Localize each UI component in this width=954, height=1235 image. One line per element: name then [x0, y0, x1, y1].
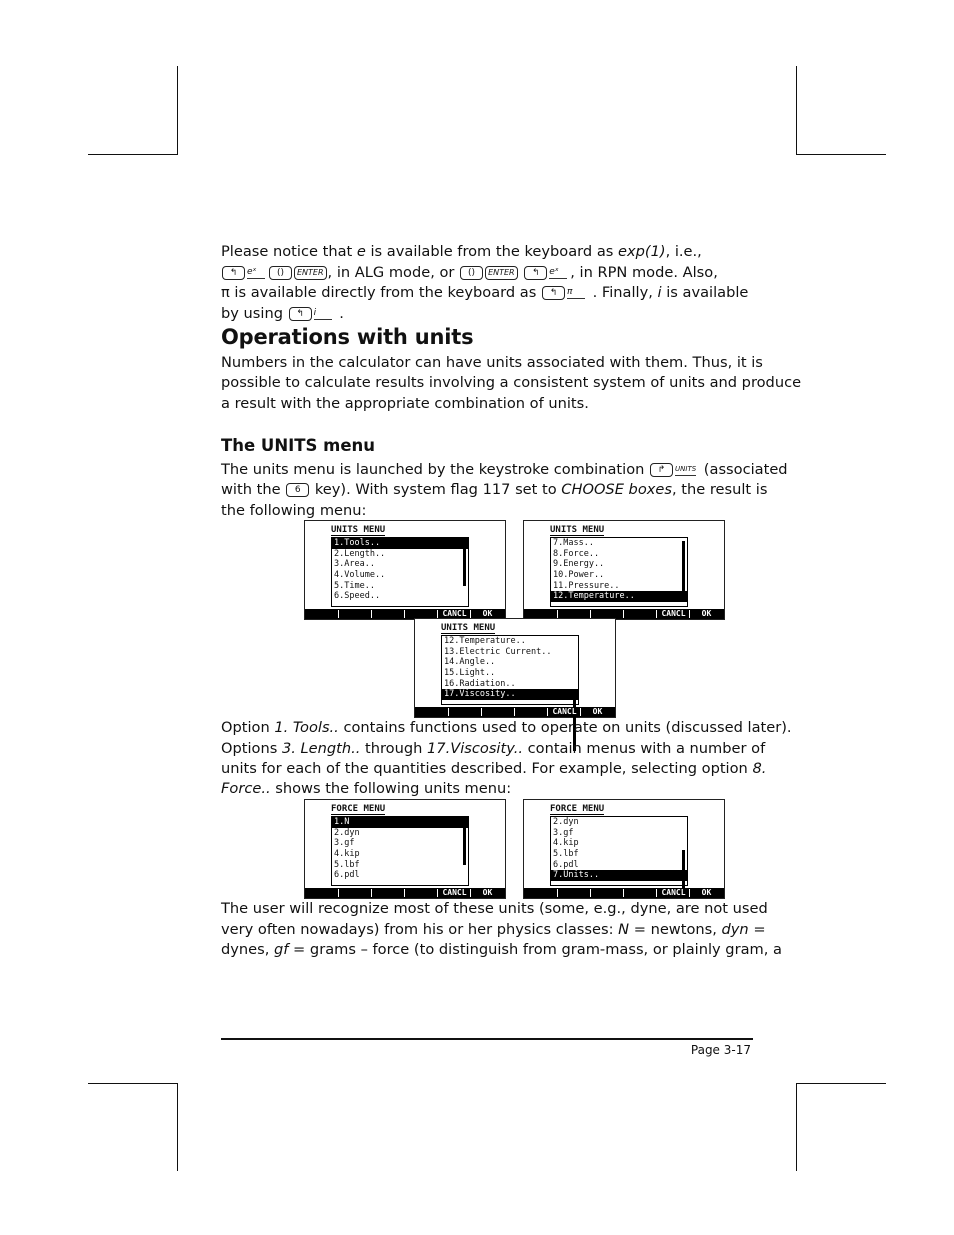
- crop-mark: [177, 66, 178, 154]
- menu-item: 1.Tools..: [332, 538, 468, 549]
- blank-softkey: [625, 610, 657, 618]
- i-label-icon: i: [314, 308, 332, 320]
- left-shift-key-icon: ↰: [289, 307, 312, 321]
- blank-softkey: [417, 708, 449, 716]
- choose-list: [441, 635, 579, 705]
- text: Force..: [221, 780, 271, 797]
- subsection-title: The UNITS menu: [221, 436, 376, 455]
- menu-item: 6.pdl: [553, 859, 579, 870]
- crop-mark: [796, 66, 797, 154]
- calculator-screen: [523, 520, 725, 620]
- menu-item: 7.Units..: [551, 870, 687, 881]
- menu-item: 8.Force..: [553, 548, 600, 559]
- left-shift-key-icon: ↰: [542, 286, 565, 300]
- text: very often nowadays) from his or her physics classes:: [221, 921, 619, 938]
- menu-item: 6.pdl: [334, 870, 360, 881]
- ok-softkey: OK: [482, 888, 493, 897]
- blank-softkey: [307, 889, 339, 897]
- option-para-line-1: [221, 718, 792, 739]
- text: = newtons,: [629, 921, 722, 938]
- crop-mark: [796, 1083, 886, 1084]
- cancel-softkey: CANCL: [658, 610, 690, 618]
- menu-item: 5.lbf: [553, 849, 579, 860]
- cancel-softkey: CANCL: [439, 889, 471, 897]
- menu-item: 12.Temperature..: [444, 636, 526, 646]
- menu-item: 2.dyn: [334, 827, 360, 838]
- menu-item: 4.Volume..: [334, 570, 386, 581]
- closing-para-line-2: [221, 920, 766, 941]
- softkey-bar: [524, 888, 724, 898]
- text: key). With system flag 117 set to: [310, 481, 562, 498]
- menu-item: 5.lbf: [334, 859, 360, 870]
- option-para-line-4: [221, 779, 511, 800]
- crop-mark: [177, 1083, 178, 1171]
- text: gf: [274, 941, 289, 958]
- text: CHOOSE boxes: [561, 481, 672, 498]
- crop-mark: [796, 1083, 797, 1171]
- intro-line-1: [221, 242, 702, 263]
- intro-line-3: [221, 283, 748, 304]
- section-para-line: Numbers in the calculator can have units associated with them. Thus, it is: [221, 354, 763, 371]
- screen-header: UNITS MENU: [331, 525, 386, 535]
- option-para-line-2: [221, 739, 765, 760]
- menu-item: 6.Speed..: [334, 591, 381, 602]
- text: 17.Viscosity..: [427, 740, 523, 757]
- menu-item: 4.kip: [334, 849, 360, 860]
- ok-softkey: OK: [701, 609, 712, 618]
- intro-line-4: [221, 304, 344, 325]
- exp-label-icon: eˣ: [247, 267, 265, 279]
- ok-softkey: OK: [701, 888, 712, 897]
- text: .: [334, 305, 344, 322]
- menu-item: 13.Electric Current..: [444, 646, 552, 657]
- section-para-line: possible to calculate results involving a consistent system of units and produce: [221, 374, 802, 391]
- calculator-screen: [414, 618, 616, 718]
- units-para-line-1: [221, 460, 788, 481]
- choose-list: [331, 537, 469, 607]
- menu-item: 1.N: [332, 817, 468, 828]
- text: π is available directly from the keyboard as: [221, 284, 541, 301]
- text: by using: [221, 305, 288, 322]
- menu-item: 4.kip: [553, 838, 579, 849]
- text: dynes,: [221, 941, 275, 958]
- blank-softkey: [625, 889, 657, 897]
- crop-mark: [796, 154, 886, 155]
- blank-softkey: [483, 708, 515, 716]
- blank-softkey: [559, 610, 591, 618]
- exp-label-icon: eˣ: [549, 267, 567, 279]
- closing-para-line-3: [221, 940, 782, 961]
- cancel-softkey: CANCL: [439, 610, 471, 618]
- scrollbar: [682, 541, 685, 597]
- blank-softkey: [526, 889, 558, 897]
- units-label-icon: UNITS: [675, 464, 696, 476]
- calculator-screen: [304, 520, 506, 620]
- text: 8.: [752, 760, 767, 777]
- choose-list: [550, 537, 688, 607]
- menu-item: 10.Power..: [553, 570, 605, 581]
- enter-key-icon: ENTER: [485, 266, 518, 280]
- text: , i.e.,: [665, 243, 702, 260]
- text: =: [748, 921, 766, 938]
- screen-header: FORCE MENU: [550, 804, 605, 814]
- left-shift-key-icon: ↰: [222, 266, 245, 280]
- text: contain menus with a number of: [522, 740, 766, 757]
- six-key-icon: 6: [286, 483, 309, 497]
- text: exp(1): [618, 243, 666, 260]
- cancel-softkey: CANCL: [549, 708, 581, 716]
- section-title: Operations with units: [221, 325, 474, 349]
- blank-softkey: [526, 610, 558, 618]
- text: i: [657, 284, 662, 301]
- option-para-line-3: [221, 759, 766, 780]
- text: with the: [221, 481, 286, 498]
- text: , in ALG mode, or: [327, 264, 460, 281]
- page-number: Page 3-17: [690, 1043, 751, 1057]
- text: (associated: [699, 461, 788, 478]
- pi-label-icon: π: [567, 287, 585, 299]
- menu-item: 17.Viscosity..: [442, 689, 578, 700]
- screen-header: UNITS MENU: [441, 623, 496, 633]
- calculator-screen: [304, 799, 506, 899]
- softkey-bar: [415, 707, 615, 717]
- ok-softkey: OK: [592, 707, 603, 716]
- screen-header: UNITS MENU: [550, 525, 605, 535]
- choose-list: [331, 816, 469, 886]
- blank-softkey: [516, 708, 548, 716]
- paren-key-icon: (): [460, 266, 483, 280]
- menu-item: 14.Angle..: [444, 657, 496, 668]
- text: is available from the keyboard as: [365, 243, 619, 260]
- blank-softkey: [307, 610, 339, 618]
- blank-softkey: [340, 889, 372, 897]
- menu-item: 3.gf: [553, 827, 574, 838]
- text: 1. Tools..: [274, 719, 339, 736]
- text: through: [360, 740, 428, 757]
- blank-softkey: [406, 889, 438, 897]
- text: units for each of the quantities described. For example, selecting option: [221, 760, 753, 777]
- text: 3. Length..: [281, 740, 361, 757]
- menu-item: 3.Area..: [334, 559, 375, 570]
- text: dyn: [721, 921, 749, 938]
- crop-mark: [88, 154, 178, 155]
- menu-item: 2.dyn: [553, 817, 579, 827]
- text: , the result is: [671, 481, 768, 498]
- menu-item: 12.Temperature..: [551, 591, 687, 602]
- intro-line-2: [221, 263, 718, 284]
- blank-softkey: [559, 889, 591, 897]
- blank-softkey: [592, 889, 624, 897]
- blank-softkey: [340, 610, 372, 618]
- units-para-line-2: [221, 480, 767, 501]
- crop-mark: [88, 1083, 178, 1084]
- blank-softkey: [373, 610, 405, 618]
- closing-para-line-1: The user will recognize most of these units (some, e.g., dyne, are not used: [221, 900, 768, 917]
- text: Please notice that: [221, 243, 357, 260]
- text: contains functions used to operate on units (discussed later).: [338, 719, 792, 736]
- blank-softkey: [450, 708, 482, 716]
- ok-softkey: OK: [482, 609, 493, 618]
- softkey-bar: [305, 888, 505, 898]
- text: is available: [661, 284, 749, 301]
- enter-key-icon: ENTER: [294, 266, 327, 280]
- menu-item: 3.gf: [334, 838, 355, 849]
- menu-item: 2.Length..: [334, 548, 386, 559]
- menu-item: 5.Time..: [334, 580, 375, 591]
- choose-list: [550, 816, 688, 886]
- blank-softkey: [406, 610, 438, 618]
- text: shows the following units menu:: [270, 780, 512, 797]
- menu-item: 15.Light..: [444, 668, 496, 679]
- text: = grams – force (to distinguish from gram-mass, or plainly gram, a: [288, 941, 782, 958]
- text: , in RPN mode. Also,: [570, 264, 718, 281]
- menu-item: 16.Radiation..: [444, 678, 516, 689]
- text: The units menu is launched by the keystroke combination: [221, 461, 650, 478]
- scrollbar: [463, 820, 466, 865]
- menu-item: 7.Mass..: [553, 538, 594, 548]
- cancel-softkey: CANCL: [658, 889, 690, 897]
- calculator-screen: [523, 799, 725, 899]
- section-para-line: a result with the appropriate combination of units.: [221, 395, 589, 412]
- left-shift-key-icon: ↰: [524, 266, 547, 280]
- blank-softkey: [373, 889, 405, 897]
- scrollbar: [463, 541, 466, 586]
- text: e: [356, 243, 366, 260]
- text: N: [618, 921, 630, 938]
- blank-softkey: [592, 610, 624, 618]
- text: . Finally,: [588, 284, 658, 301]
- footer-rule: [221, 1038, 753, 1040]
- units-para-line-3: the following menu:: [221, 502, 367, 519]
- text: Options: [221, 740, 282, 757]
- paren-key-icon: (): [269, 266, 292, 280]
- text: Option: [221, 719, 275, 736]
- screen-header: FORCE MENU: [331, 804, 386, 814]
- menu-item: 11.Pressure..: [553, 580, 620, 591]
- right-shift-key-icon: ↱: [650, 463, 673, 477]
- scrollbar: [682, 850, 685, 888]
- menu-item: 9.Energy..: [553, 559, 605, 570]
